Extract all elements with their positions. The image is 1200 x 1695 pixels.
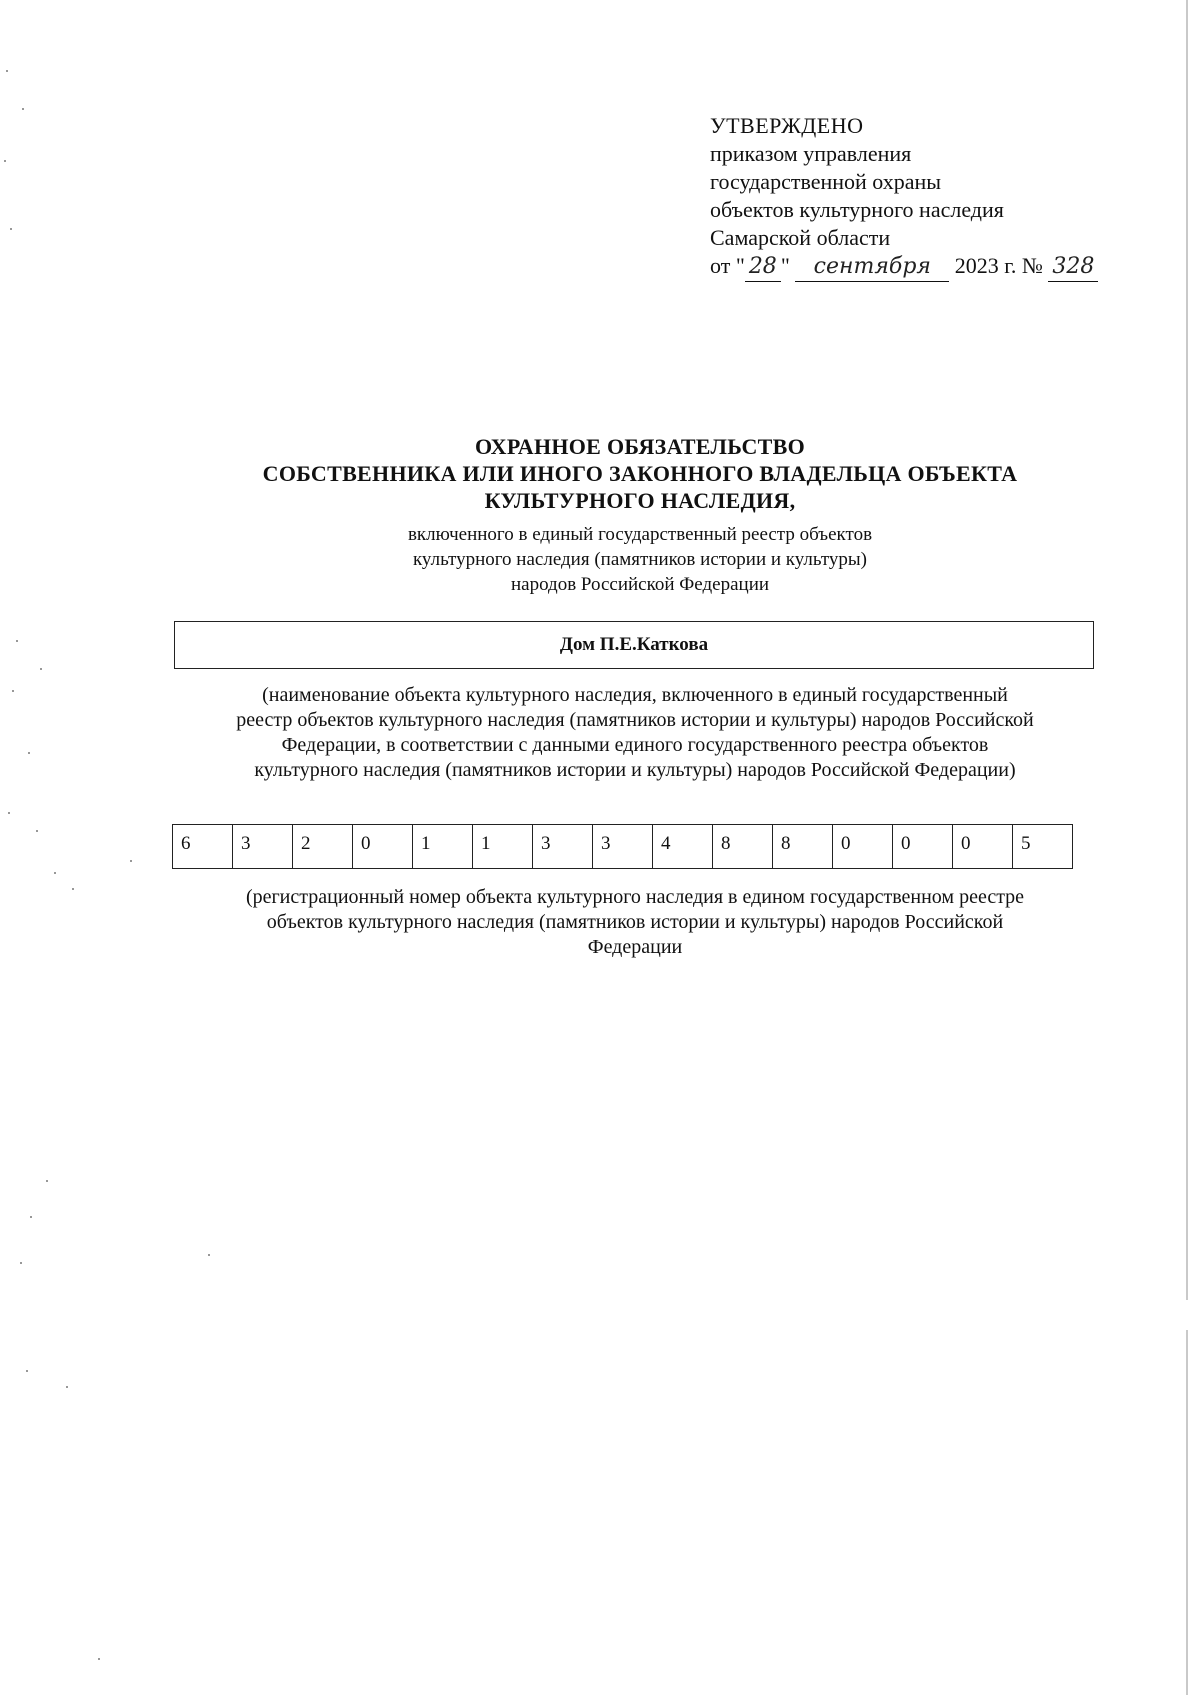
object-name-box xyxy=(174,621,1094,669)
approval-heading: УТВЕРЖДЕНО xyxy=(710,113,864,138)
date-mid: " xyxy=(780,253,796,278)
scan-speck xyxy=(98,1658,100,1660)
date-year: 2023 г. № xyxy=(949,253,1049,278)
object-name-caption xyxy=(170,683,1100,783)
approval-line: приказом управления xyxy=(710,141,912,166)
scan-speck xyxy=(20,1262,22,1264)
reg-digit-cell: 3 xyxy=(533,825,593,869)
scan-speck xyxy=(72,888,74,890)
caption-line: культурного наследия (памятников истории и культуры) народов Российской Федерации) xyxy=(254,759,1016,781)
caption-line: Федерации xyxy=(587,936,683,958)
handwritten-day: 28 xyxy=(745,253,781,282)
reg-digit-cell: 0 xyxy=(893,825,953,869)
reg-digit-cell: 1 xyxy=(473,825,533,869)
approval-line: объектов культурного наследия xyxy=(710,197,1004,222)
caption-line: реестр объектов культурного наследия (памятников истории и культуры) народов Российской xyxy=(236,709,1034,731)
subtitle-line: культурного наследия (памятников истории и культуры) xyxy=(412,549,868,570)
caption-line: (наименование объекта культурного наследия, включенного в единый государственный xyxy=(262,684,1008,706)
handwritten-order-number: 328 xyxy=(1048,253,1098,282)
scan-edge-line-lower xyxy=(1186,1330,1188,1695)
reg-digit-cell: 0 xyxy=(953,825,1013,869)
caption-line: Федерации, в соответствии с данными единого государственного реестра объектов xyxy=(281,734,989,756)
scan-speck xyxy=(6,70,8,72)
document-title xyxy=(200,433,1080,514)
subtitle-line: включенного в единый государственный реестр объектов xyxy=(407,524,873,545)
reg-digit-cell: 8 xyxy=(773,825,833,869)
reg-digit-cell: 5 xyxy=(1013,825,1073,869)
scan-speck xyxy=(22,108,24,110)
scan-speck xyxy=(130,860,132,862)
scan-speck xyxy=(8,812,10,814)
approval-line: государственной охраны xyxy=(710,169,942,194)
scan-speck xyxy=(28,752,30,754)
scan-speck xyxy=(40,668,42,670)
scan-speck xyxy=(46,1180,48,1182)
handwritten-month: сентября xyxy=(795,253,949,282)
approval-block xyxy=(710,112,1150,282)
reg-digit-cell: 8 xyxy=(713,825,773,869)
reg-digit-cell: 3 xyxy=(593,825,653,869)
subtitle-line: народов Российской Федерации xyxy=(510,574,770,595)
scan-speck xyxy=(4,160,6,162)
registration-number-row xyxy=(173,825,1073,869)
reg-digit-cell: 0 xyxy=(353,825,413,869)
scan-speck xyxy=(30,1216,32,1218)
scan-speck xyxy=(16,640,18,642)
title-line: ОХРАННОЕ ОБЯЗАТЕЛЬСТВО xyxy=(474,434,806,459)
object-name: Дом П.Е.Каткова xyxy=(559,634,709,655)
date-prefix: от " xyxy=(710,253,745,278)
caption-line: объектов культурного наследия (памятников истории и культуры) народов Российской xyxy=(266,911,1004,933)
scan-edge-line xyxy=(1186,0,1188,1300)
scan-speck xyxy=(26,1370,28,1372)
scan-speck xyxy=(10,228,12,230)
reg-digit-cell: 0 xyxy=(833,825,893,869)
reg-digit-cell: 4 xyxy=(653,825,713,869)
document-subtitle xyxy=(200,522,1080,597)
reg-digit-cell: 3 xyxy=(233,825,293,869)
title-line: КУЛЬТУРНОГО НАСЛЕДИЯ, xyxy=(484,488,796,513)
registration-number-table xyxy=(172,824,1073,869)
reg-digit-cell: 6 xyxy=(173,825,233,869)
reg-digit-cell: 2 xyxy=(293,825,353,869)
caption-line: (регистрационный номер объекта культурного наследия в едином государственном реестре xyxy=(245,886,1025,908)
approval-date-line xyxy=(710,252,1150,282)
title-line: СОБСТВЕННИКА ИЛИ ИНОГО ЗАКОННОГО ВЛАДЕЛЬЦА ОБЪЕКТА xyxy=(262,461,1018,486)
reg-digit-cell: 1 xyxy=(413,825,473,869)
scan-speck xyxy=(12,690,14,692)
scan-speck xyxy=(54,872,56,874)
scan-speck xyxy=(36,830,38,832)
registration-number-caption xyxy=(170,885,1100,960)
scan-speck xyxy=(208,1254,210,1256)
scan-speck xyxy=(66,1386,68,1388)
approval-line: Самарской области xyxy=(710,225,891,250)
